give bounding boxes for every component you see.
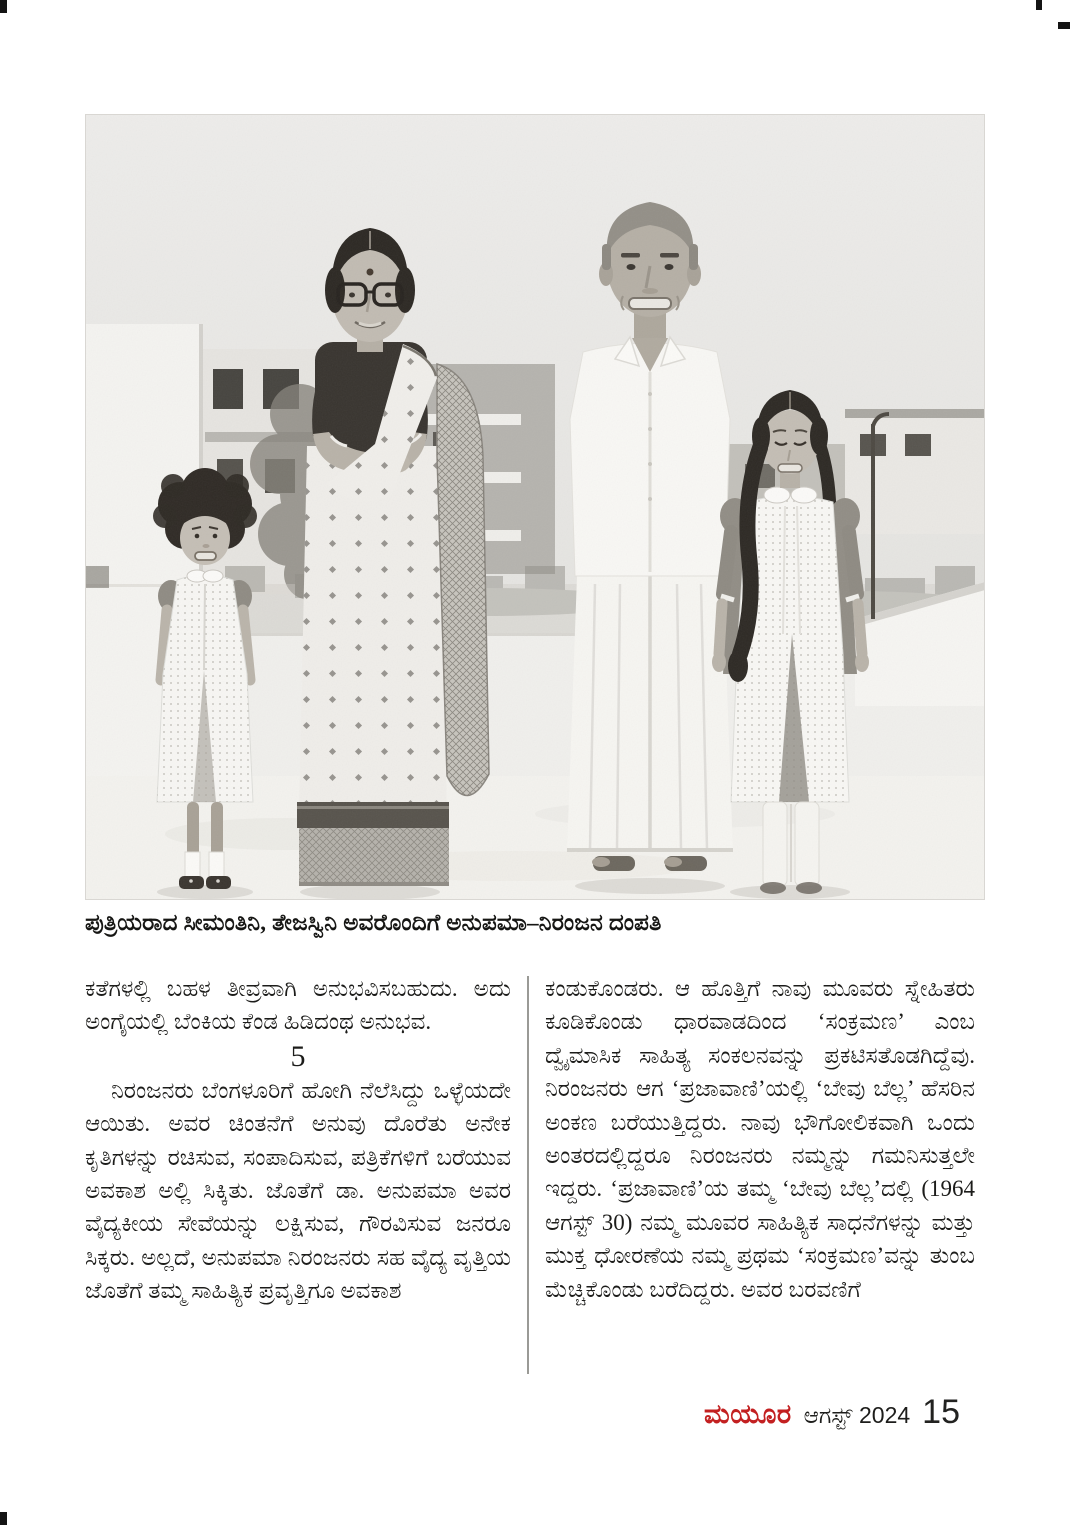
- column-divider: [527, 976, 529, 1374]
- print-mark-bottom-left: [0, 1512, 7, 1525]
- left-column: [85, 972, 511, 1308]
- family-photo-art: [85, 114, 985, 900]
- photo-caption: ಪುತ್ರಿಯರಾದ ಸೀಮಂತಿನಿ, ತೇಜಸ್ವಿನಿ ಅವರೊಂದಿಗೆ ಅನುಪಮಾ–ನಿರಂಜನ ದಂಪತಿ: [85, 910, 662, 935]
- print-mark-top-right: [1036, 0, 1042, 10]
- section-number: 5: [290, 1039, 306, 1073]
- issue-date: ಆಗಸ್ಟ್ 2024: [803, 1402, 911, 1428]
- page-footer: [704, 1393, 960, 1432]
- left-paragraph-2: ನಿರಂಜನರು ಬೆಂಗಳೂರಿಗೆ ಹೋಗಿ ನೆಲೆಸಿದ್ದು ಒಳ್ಳೆಯದೇ ಆಯಿತು. ಅವರ ಚಿಂತನೆಗೆ ಅನುವು ದೊರೆತು ಅನೇಕ ಕೃತಿಗಳನ್ನು ರಚಿಸುವ, ಸಂಪಾದಿಸುವ, ಪತ್ರಿಕೆಗಳಿಗೆ ಬರೆಯುವ ಅವಕಾಶ ಅಲ್ಲಿ ಸಿಕ್ಕಿತು. ಜೊತೆಗೆ ಡಾ. ಅನುಪಮಾ ಅವರ ವೈದ್ಯಕೀಯ ಸೇವೆಯನ್ನು ಲಕ್ಷಿಸುವ, ಗೌರವಿಸುವ ಜನರೂ ಸಿಕ್ಕರು. ಅಲ್ಲದೆ, ಅನುಪಮಾ ನಿರಂಜನರು ಸಹ ವೈದ್ಯ ವೃತ್ತಿಯ ಜೊತೆಗೆ ತಮ್ಮ ಸಾಹಿತ್ಯಿಕ ಪ್ರವೃತ್ತಿಗೂ ಅವಕಾಶ: [85, 1077, 511, 1304]
- page-number: 15: [922, 1393, 960, 1431]
- magazine-logo: ಮಯೂರ: [704, 1399, 792, 1429]
- left-paragraph-1: ಕತೆಗಳಲ್ಲಿ ಬಹಳ ತೀವ್ರವಾಗಿ ಅನುಭವಿಸಬಹುದು. ಅದು ಅಂಗೈಯಲ್ಲಿ ಬೆಂಕಿಯ ಕೆಂಡ ಹಿಡಿದಂಥ ಅನುಭವ.: [85, 976, 511, 1035]
- print-mark-top-left: [0, 0, 7, 13]
- family-photo: [85, 114, 985, 900]
- right-column: [545, 972, 975, 1306]
- right-paragraph-1: ಕಂಡುಕೊಂಡರು. ಆ ಹೊತ್ತಿಗೆ ನಾವು ಮೂವರು ಸ್ನೇಹಿತರು ಕೂಡಿಕೊಂಡು ಧಾರವಾಡದಿಂದ ‘ಸಂಕ್ರಮಣ’ ಎಂಬ ದ್ವೈಮಾಸಿಕ ಸಾಹಿತ್ಯ ಸಂಕಲನವನ್ನು ಪ್ರಕಟಿಸತೊಡಗಿದ್ದೆವು. ನಿರಂಜನರು ಆಗ ‘ಪ್ರಜಾವಾಣಿ’ಯಲ್ಲಿ ‘ಬೇವು ಬೆಲ್ಲ’ ಹೆಸರಿನ ಅಂಕಣ ಬರೆಯುತ್ತಿದ್ದರು. ನಾವು ಭೌಗೋಲಿಕವಾಗಿ ಒಂದು ಅಂತರದಲ್ಲಿದ್ದರೂ ನಿರಂಜನರು ನಮ್ಮನ್ನು ಗಮನಿಸುತ್ತಲೇ ಇದ್ದರು. ‘ಪ್ರಜಾವಾಣಿ’ಯ ತಮ್ಮ ‘ಬೇವು ಬೆಲ್ಲ’ದಲ್ಲಿ (1964 ಆಗಸ್ಟ್ 30) ನಮ್ಮ ಮೂವರ ಸಾಹಿತ್ಯಿಕ ಸಾಧನೆಗಳನ್ನು ಮತ್ತು ಮುಕ್ತ ಧೋರಣೆಯ ನಮ್ಮ ಪ್ರಥಮ ‘ಸಂಕ್ರಮಣ’ವನ್ನು ತುಂಬ ಮೆಚ್ಚಿಕೊಂಡು ಬರೆದಿದ್ದರು. ಅವರ ಬರವಣಿಗೆ: [545, 976, 975, 1302]
- print-mark-right-dash: [1058, 22, 1070, 29]
- article-body: [85, 972, 975, 1382]
